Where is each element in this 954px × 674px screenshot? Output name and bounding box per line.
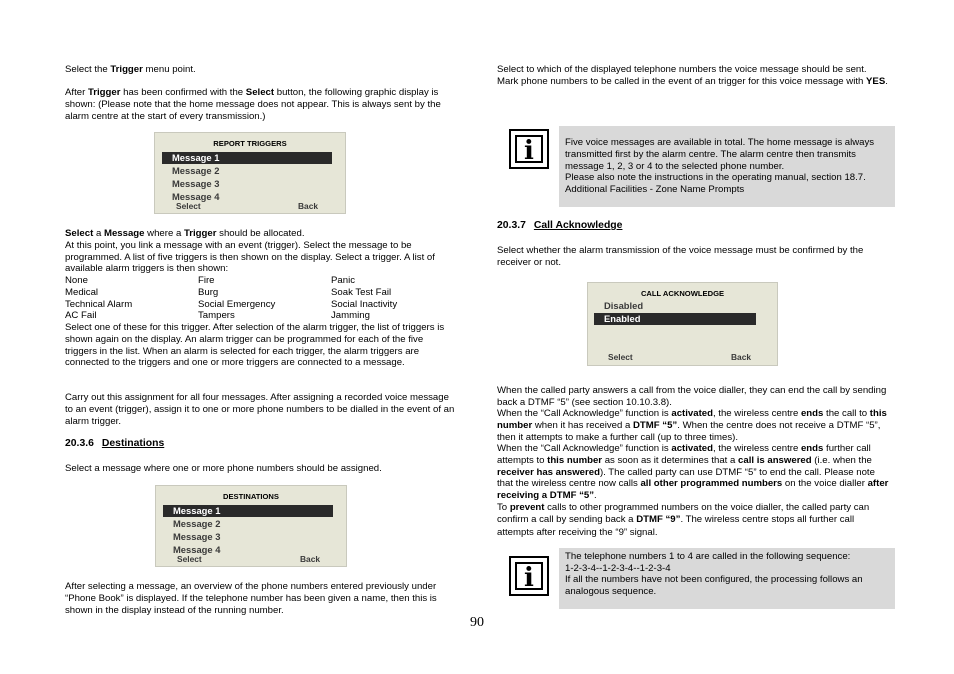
info-text: If all the numbers have not been configured, the processing follows an analogous sequence.: [565, 574, 863, 597]
display-item-message-4: Message 4: [172, 191, 220, 202]
alarm-item: AC Fail: [65, 310, 97, 322]
right-p5: When the “Call Acknowledge” function is activated, the wireless centre ends further call attempts to this number as soon as it determines that a call is answered (i.e. when the receiver has answered). The called party can use DTMF “5” to end the call. Please note that the wireless centre now calls all other programmed numbers on the voice dialler after receiving a DTMF “5”.: [497, 443, 889, 502]
section-heading-destinations: 20.3.6 Destinations: [65, 438, 165, 449]
info-icon: i: [509, 129, 549, 169]
call-acknowledge-display: [587, 282, 778, 366]
alarm-trigger-list: [65, 275, 455, 322]
left-p3: Select a Message where a Trigger should be allocated. At this point, you link a message with an event (trigger). Select the message to be programmed. A list of five triggers is then shown on the display. Select a trigger. A list of available alarm triggers is then shown:: [65, 228, 435, 275]
left-p4: Select one of these for this trigger. After selection of the alarm trigger, the list of triggers is shown again on the display. An alarm trigger can be programmed for each of the five triggers in the list. When an alarm is selected for each trigger, the alarm triggers are connected to the triggers and one or more triggers are connected to a message.: [65, 322, 445, 369]
alarm-item: Technical Alarm: [65, 298, 133, 310]
right-p3: When the called party answers a call from the voice dialler, they can end the call by sending back a DTMF “5” (see section 10.10.3.8).: [497, 385, 887, 408]
display-item-message-3: Message 3: [172, 178, 220, 189]
display-title: REPORT TRIGGERS: [213, 139, 287, 148]
info-text: 1-2-3-4--1-2-3-4--1-2-3-4: [565, 563, 671, 574]
right-p4: When the “Call Acknowledge” function is activated, the wireless centre ends the call to this number when it has received a DTMF “5”. When the centre does not receive a DTMF “5”, then it attempts to make a further call (up to three times).: [497, 408, 887, 443]
right-p6: To prevent calls to other programmed numbers on the voice dialler, the called party can confirm a call by sending back a DTMF “9”. The wireless centre stops all further call attempts after receiving the “9” signal.: [497, 502, 870, 538]
display-item-message-3: Message 3: [173, 531, 221, 542]
report-triggers-display: [154, 132, 346, 214]
display-item-message-2: Message 2: [172, 165, 220, 176]
alarm-item: None: [65, 275, 88, 286]
display-item-message-1: Message 1: [162, 152, 332, 164]
page-number: 90: [470, 615, 484, 630]
softkey-back: Back: [731, 352, 752, 362]
softkey-back: Back: [298, 201, 319, 211]
display-item-enabled: Enabled: [594, 313, 756, 325]
right-p1: Select to which of the displayed telephone numbers the voice message should be sent. Mark phone numbers to be called in the event of an trigger for this voice message with YES.: [497, 64, 888, 87]
softkey-select: Select: [176, 201, 201, 211]
info-text: The telephone numbers 1 to 4 are called in the following sequence:: [565, 551, 851, 562]
info-text: Five voice messages are available in total. The home message is always transmitted first by the alarm centre. The alarm centre then transmits message 1, 2, 3 or 4 to the selected phone number.: [565, 137, 875, 172]
alarm-item: Fire: [198, 275, 215, 286]
left-p1: Select the Trigger menu point.: [65, 64, 196, 75]
left-p2: After Trigger has been confirmed with the Select button, the following graphic display is shown: (Please note that the home message does not appear. This is always sent by the alarm centre at the start of every transmission.): [65, 87, 441, 122]
display-item-message-2: Message 2: [173, 518, 221, 529]
alarm-item: Medical: [65, 286, 99, 298]
destinations-display: [155, 485, 347, 567]
display-item-message-1: Message 1: [163, 505, 333, 517]
left-p6: Select a message where one or more phone numbers should be assigned.: [65, 463, 382, 474]
alarm-item: Panic: [331, 275, 355, 286]
alarm-item: Social Inactivity: [331, 298, 398, 310]
info-box-voice-messages: [559, 126, 895, 207]
info-text: Please also note the instructions in the operating manual, section 18.7. Additional Facilities - Zone Name Prompts: [565, 172, 866, 195]
left-p5: Carry out this assignment for all four messages. After assigning a recorded voice message to an event (trigger), assign it to one or more phone numbers to be dialled in the event of an alarm trigger.: [65, 392, 455, 427]
alarm-item: Jamming: [331, 310, 370, 322]
display-item-disabled: Disabled: [604, 300, 644, 311]
softkey-back: Back: [300, 554, 321, 564]
section-heading-call-acknowledge: 20.3.7 Call Acknowledge: [497, 220, 623, 231]
alarm-item: Burg: [198, 286, 219, 298]
alarm-item: Tampers: [198, 310, 235, 322]
display-item-message-4: Message 4: [173, 544, 221, 555]
left-p7: After selecting a message, an overview of the phone numbers entered previously under “Phone Book” is displayed. If the telephone number has been given a name, then this is shown in the display instead of the running number.: [65, 581, 437, 616]
alarm-item: Soak Test Fail: [331, 286, 392, 298]
info-box-call-sequence: [559, 548, 895, 609]
display-title: CALL ACKNOWLEDGE: [640, 289, 725, 298]
alarm-item: Social Emergency: [198, 298, 276, 310]
softkey-select: Select: [177, 554, 202, 564]
display-title: DESTINATIONS: [223, 492, 279, 501]
right-p2: Select whether the alarm transmission of the voice message must be confirmed by the receiver or not.: [497, 245, 864, 268]
info-icon: i: [509, 556, 549, 596]
softkey-select: Select: [608, 352, 633, 362]
